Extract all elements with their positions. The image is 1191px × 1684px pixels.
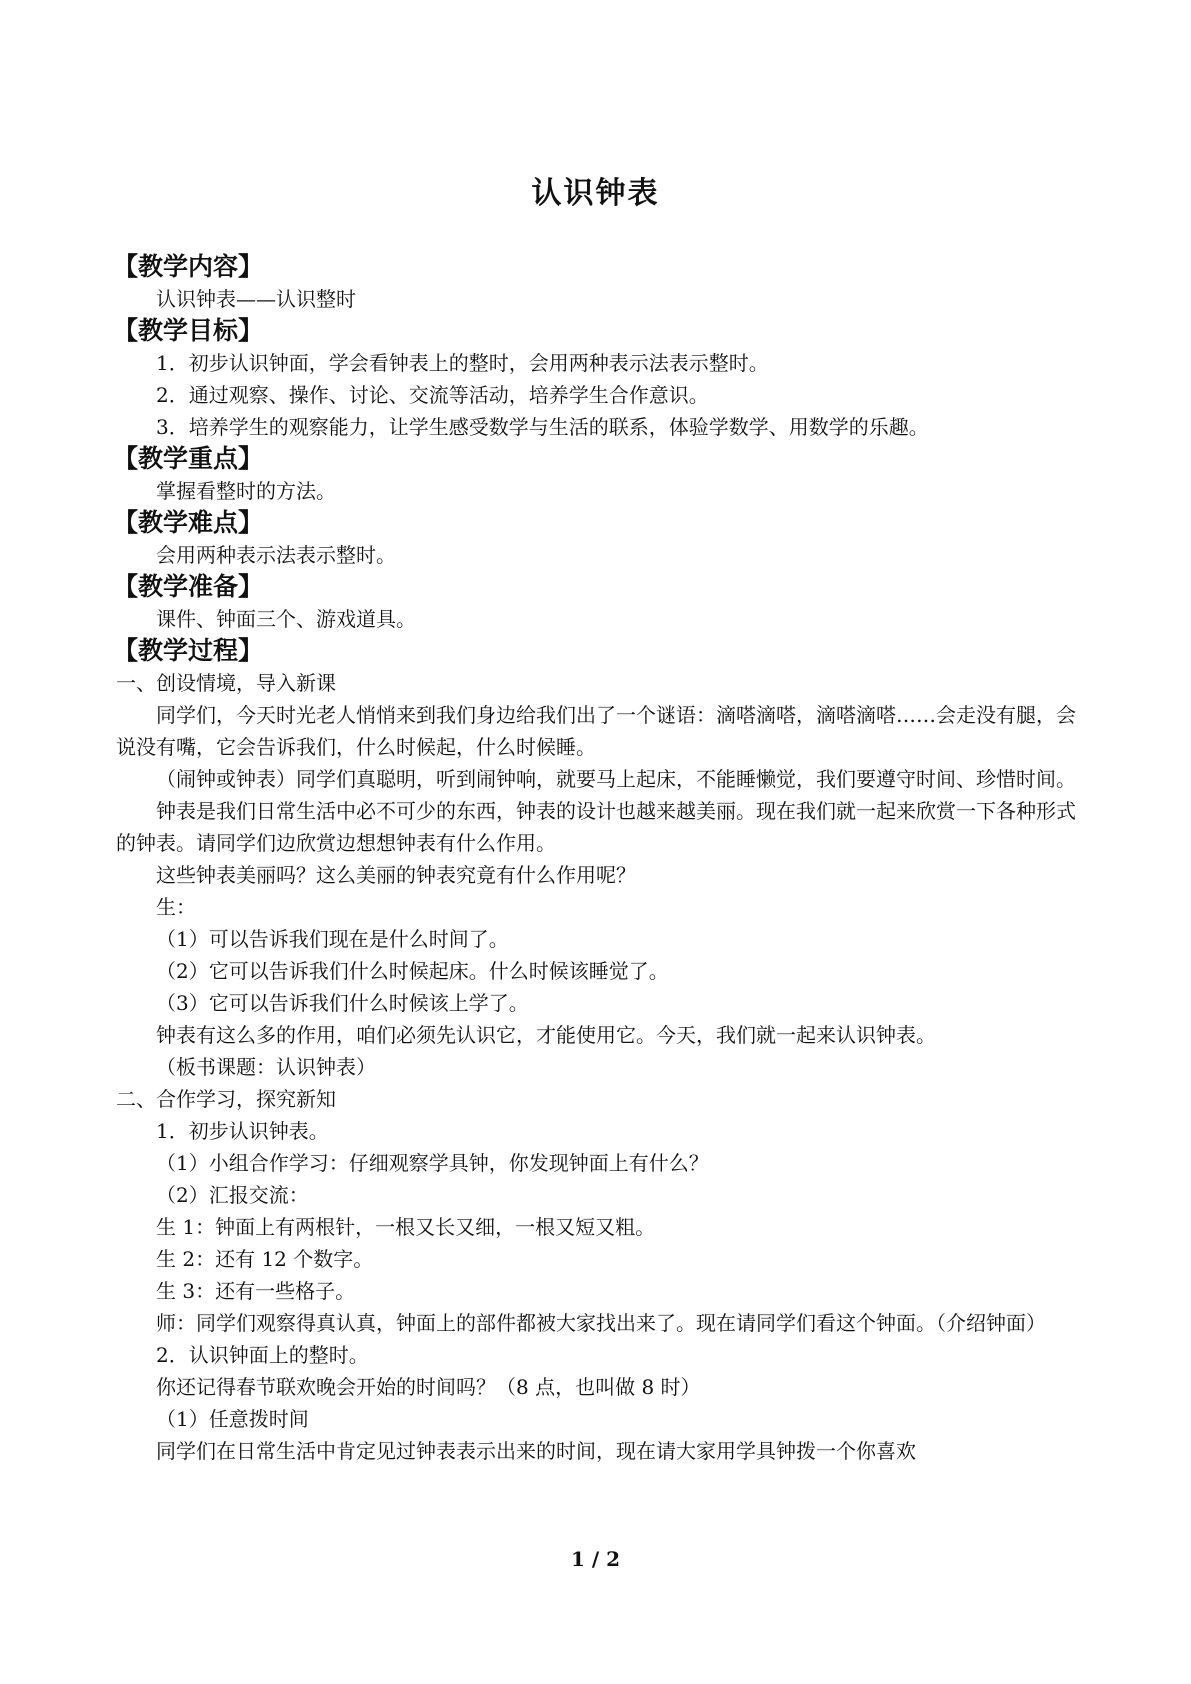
list-item: （1）可以告诉我们现在是什么时间了。	[156, 927, 509, 951]
paragraph: （板书课题：认识钟表）	[156, 1055, 376, 1079]
heading-teaching-content: 【教学内容】	[113, 252, 264, 281]
paragraph: 掌握看整时的方法。	[156, 479, 336, 503]
section-heading: 一、创设情境，导入新课	[116, 671, 336, 695]
list-item: （3）它可以告诉我们什么时候该上学了。	[156, 991, 529, 1015]
paragraph: 2．通过观察、操作、讨论、交流等活动，培养学生合作意识。	[156, 383, 709, 407]
paragraph: （1）小组合作学习：仔细观察学具钟，你发现钟面上有什么？	[156, 1151, 709, 1175]
paragraph: 生 3：还有一些格子。	[156, 1279, 356, 1303]
paragraph: 1．初步认识钟表。	[156, 1119, 329, 1143]
paragraph: 生 2：还有 12 个数字。	[156, 1247, 374, 1271]
heading-difficulty: 【教学难点】	[113, 508, 264, 537]
paragraph: （闹钟或钟表）同学们真聪明，听到闹钟响，就要马上起床，不能睡懒觉，我们要遵守时间、珍惜时间。	[156, 767, 1076, 791]
paragraph: 认识钟表——认识整时	[156, 287, 356, 311]
heading-teaching-process: 【教学过程】	[113, 636, 264, 665]
paragraph: 1．初步认识钟面，学会看钟表上的整时，会用两种表示法表示整时。	[156, 351, 769, 375]
heading-preparation: 【教学准备】	[113, 572, 264, 601]
paragraph: 钟表是我们日常生活中必不可少的东西，钟表的设计也越来越美丽。现在我们就一起来欣赏一下各种形式的钟表。请同学们边欣赏边想想钟表有什么作用。	[116, 799, 1076, 855]
paragraph: 同学们，今天时光老人悄悄来到我们身边给我们出了一个谜语：滴嗒滴嗒，滴嗒滴嗒……会走没有腿，会说没有嘴，它会告诉我们，什么时候起，什么时候睡。	[116, 703, 1076, 759]
paragraph: 同学们在日常生活中肯定见过钟表表示出来的时间，现在请大家用学具钟拨一个你喜欢	[156, 1439, 916, 1463]
paragraph: 2．认识钟面上的整时。	[156, 1343, 369, 1367]
page-title: 认识钟表	[531, 176, 660, 211]
page-number: 1 / 2	[570, 1547, 621, 1571]
heading-teaching-goals: 【教学目标】	[113, 316, 264, 345]
paragraph: 会用两种表示法表示整时。	[156, 543, 396, 567]
paragraph: 钟表有这么多的作用，咱们必须先认识它，才能使用它。今天，我们就一起来认识钟表。	[156, 1023, 936, 1047]
list-item: （2）它可以告诉我们什么时候起床。什么时候该睡觉了。	[156, 959, 669, 983]
paragraph: 生：	[156, 895, 196, 919]
paragraph: 课件、钟面三个、游戏道具。	[156, 607, 416, 631]
document-body	[113, 251, 1091, 1467]
paragraph: 你还记得春节联欢晚会开始的时间吗？（8 点，也叫做 8 时）	[156, 1375, 701, 1399]
heading-key-point: 【教学重点】	[113, 444, 264, 473]
section-heading: 二、合作学习，探究新知	[116, 1087, 336, 1111]
paragraph: 生 1：钟面上有两根针，一根又长又细，一根又短又粗。	[156, 1215, 656, 1239]
paragraph: （2）汇报交流：	[156, 1183, 309, 1207]
paragraph: 这些钟表美丽吗？这么美丽的钟表究竟有什么作用呢？	[156, 863, 636, 887]
paragraph: 3．培养学生的观察能力，让学生感受数学与生活的联系，体验学数学、用数学的乐趣。	[156, 415, 929, 439]
paragraph: 师：同学们观察得真认真，钟面上的部件都被大家找出来了。现在请同学们看这个钟面。（介绍钟面）	[156, 1311, 1046, 1335]
paragraph: （1）任意拨时间	[156, 1407, 309, 1431]
